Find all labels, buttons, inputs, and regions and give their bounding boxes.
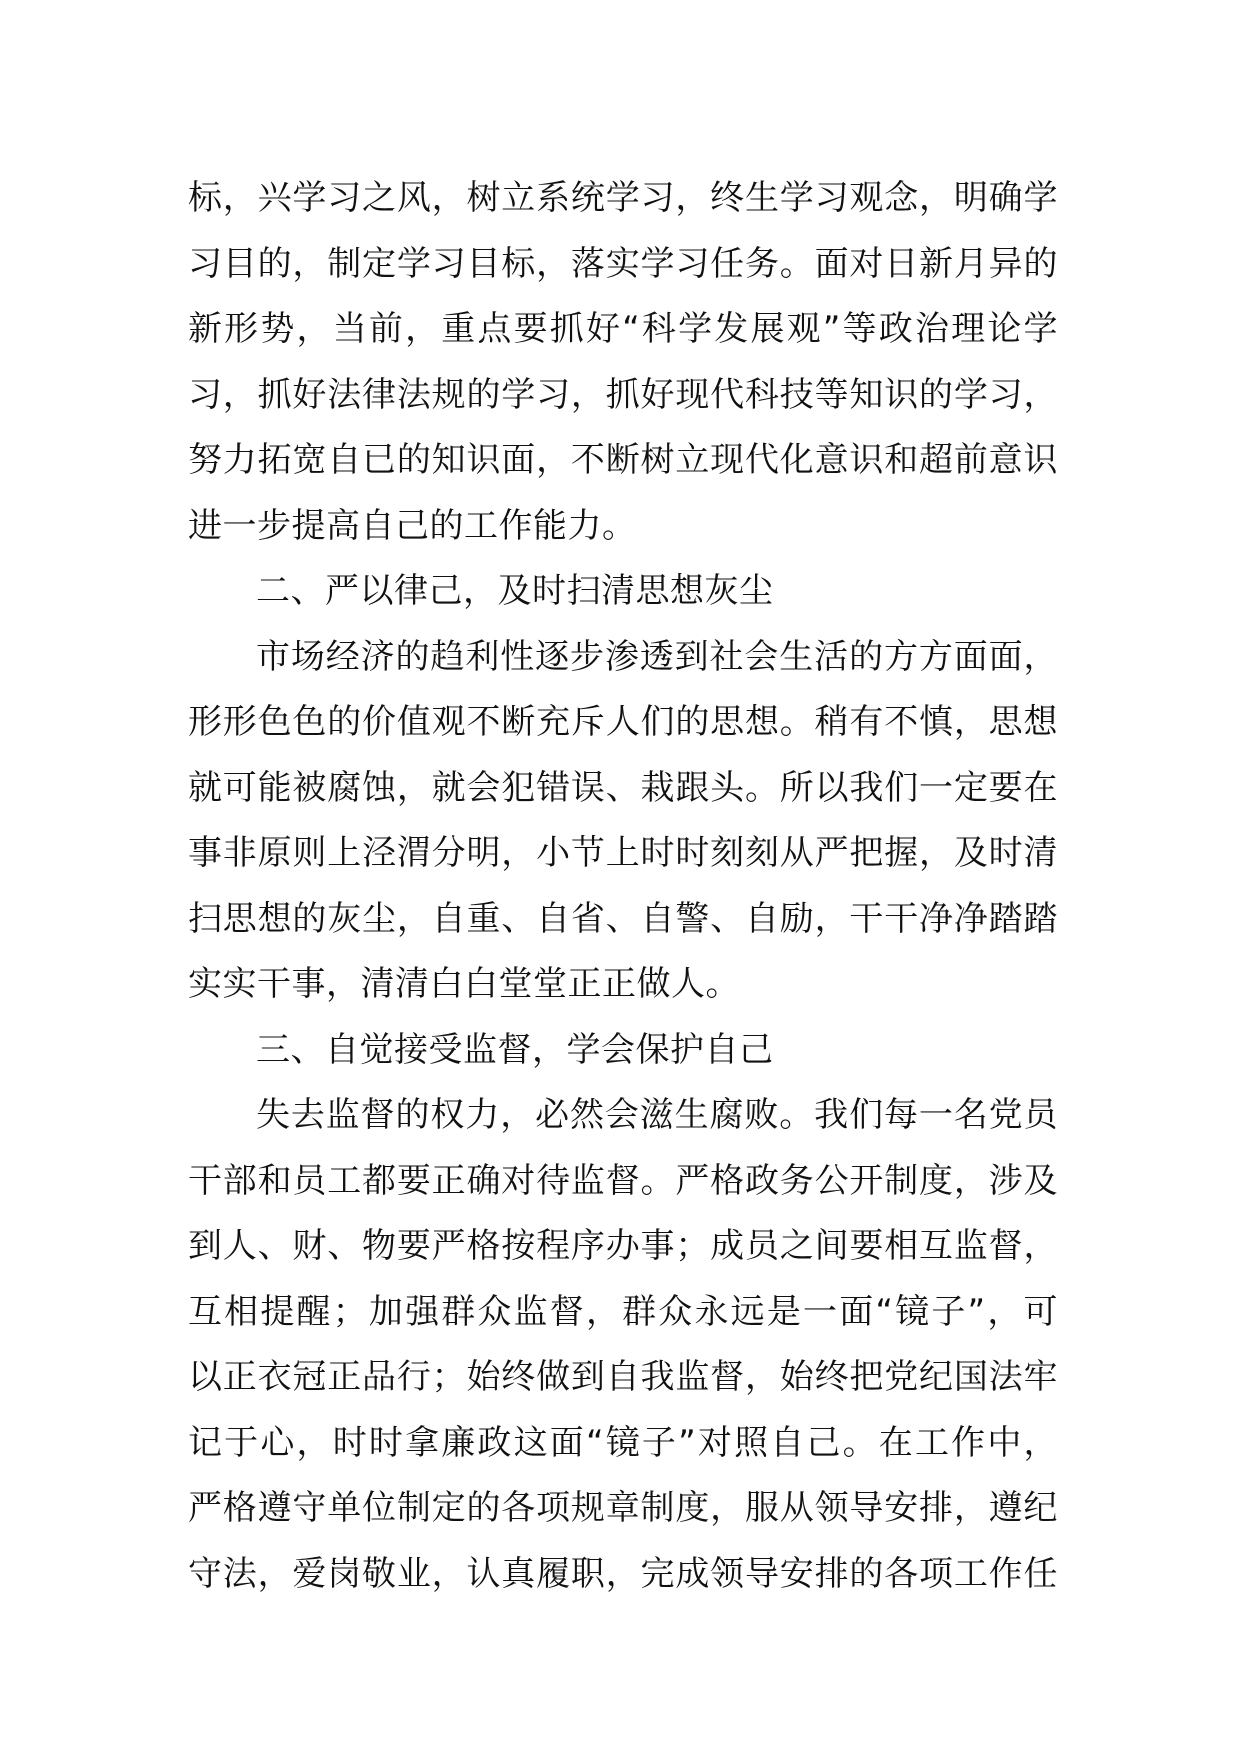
text-line: 以正衣冠正品行；始终做到自我监督，始终把党纪国法牢 — [188, 1357, 1058, 1397]
text-line: 市场经济的趋利性逐步渗透到社会生活的方方面面， — [256, 636, 1058, 677]
section-heading-3: 三、自觉接受监督，学会保护自己 — [256, 1029, 774, 1070]
text-line: 干部和员工都要正确对待监督。严格政务公开制度，涉及 — [188, 1160, 1058, 1201]
text-line: 新形势，当前，重点要抓好“科学发展观”等政治理论学 — [188, 309, 1058, 349]
text-line: 扫思想的灰尘，自重、自省、自警、自励，干干净净踏踏 — [188, 898, 1058, 939]
text-line: 习目的，制定学习目标，落实学习任务。面对日新月异的 — [188, 243, 1058, 284]
text-line: 实实干事，清清白白堂堂正正做人。 — [188, 964, 740, 1004]
section-heading-2: 二、严以律己，及时扫清思想灰尘 — [256, 571, 774, 611]
text-line: 习，抓好法律法规的学习，抓好现代科技等知识的学习， — [188, 374, 1058, 415]
text-line: 形形色色的价值观不断充斥人们的思想。稍有不慎，思想 — [188, 702, 1058, 742]
text-line: 失去监督的权力，必然会滋生腐败。我们每一名党员 — [256, 1095, 1058, 1135]
text-line: 努力拓宽自已的知识面，不断树立现代化意识和超前意识 — [188, 440, 1058, 480]
text-line: 互相提醒；加强群众监督，群众永远是一面“镜子”，可 — [188, 1291, 1058, 1332]
text-line: 事非原则上泾渭分明，小节上时时刻刻从严把握，及时清 — [188, 833, 1058, 873]
text-line: 严格遵守单位制定的各项规章制度，服从领导安排，遵纪 — [188, 1488, 1058, 1528]
text-line: 记于心，时时拿廉政这面“镜子”对照自己。在工作中， — [188, 1422, 1058, 1463]
text-line: 到人、财、物要严格按程序办事；成员之间要相互监督， — [188, 1226, 1058, 1266]
text-line: 进一步提高自己的工作能力。 — [188, 505, 637, 546]
text-line: 就可能被腐蚀，就会犯错误、栽跟头。所以我们一定要在 — [188, 767, 1058, 808]
text-line: 标，兴学习之风，树立系统学习，终生学习观念，明确学 — [188, 178, 1058, 218]
document-body — [188, 166, 1058, 1607]
text-line: 守法，爱岗敬业，认真履职，完成领导安排的各项工作任 — [188, 1553, 1058, 1594]
